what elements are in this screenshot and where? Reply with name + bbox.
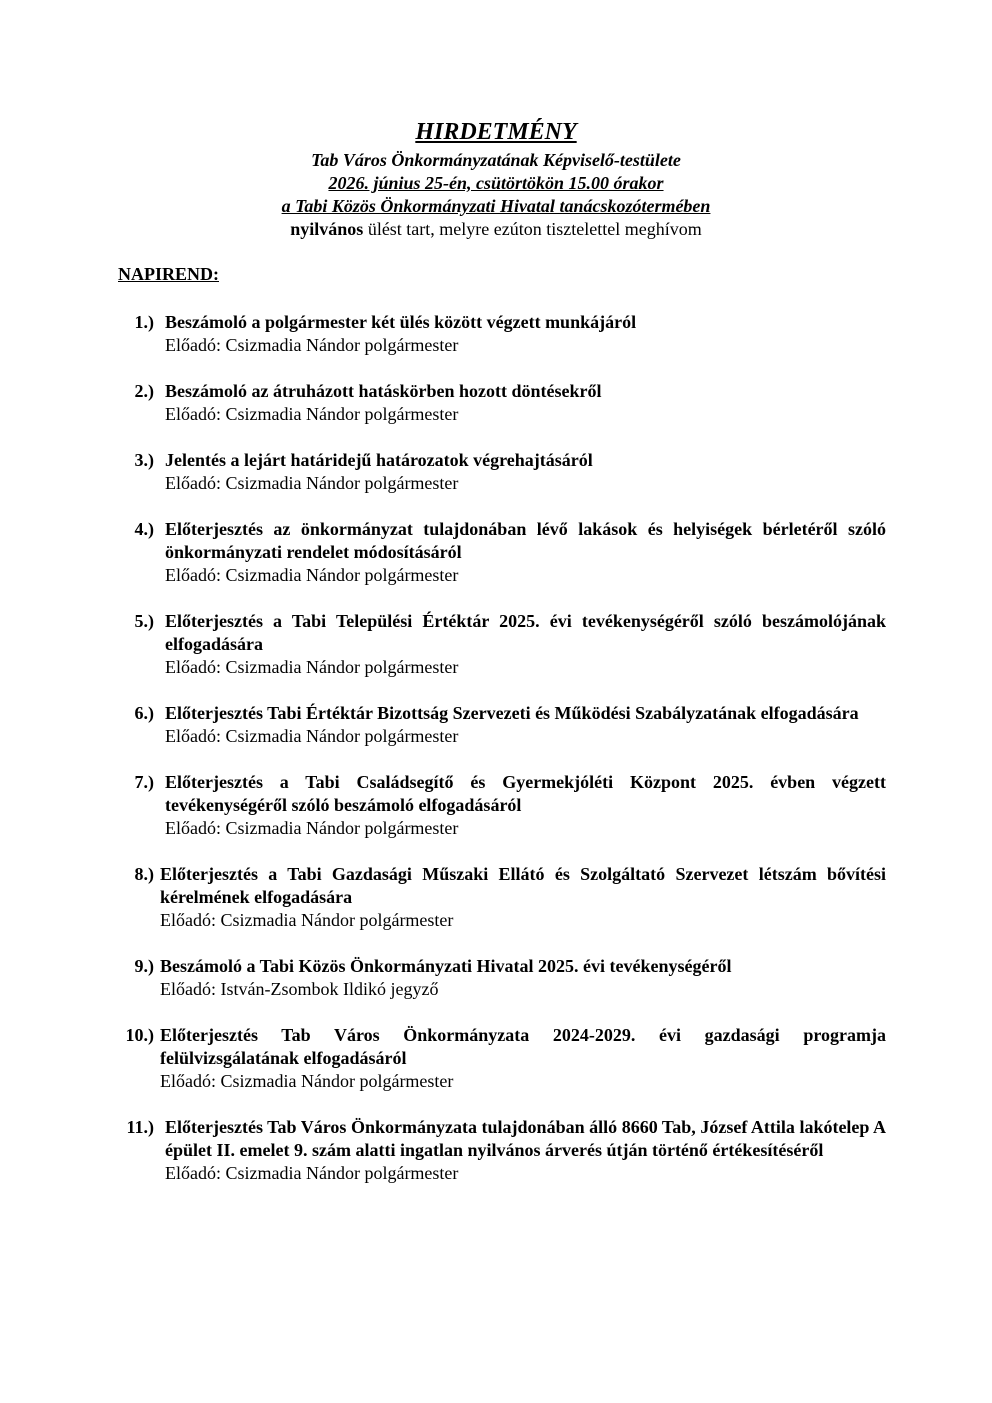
agenda-item-presenter: Előadó: Csizmadia Nándor polgármester <box>165 565 459 585</box>
agenda-item <box>0 1116 992 1185</box>
agenda-item-title: Beszámoló a polgármester két ülés között végzett munkájáról <box>165 312 637 332</box>
agenda-item <box>0 771 992 840</box>
agenda-item-number: 5.) <box>134 611 154 631</box>
agenda-item-presenter: Előadó: Csizmadia Nándor polgármester <box>165 1163 459 1183</box>
agenda-item-presenter: Előadó: Csizmadia Nándor polgármester <box>160 1071 454 1091</box>
agenda-item-title: Előterjesztés a Tabi Családsegítő és Gyermekjóléti Központ 2025. évben végzett tevékenységéről szóló beszámoló elfogadásáról <box>165 772 886 815</box>
agenda-item-title: Jelentés a lejárt határidejű határozatok végrehajtásáról <box>165 450 593 470</box>
document-title: HIRDETMÉNY <box>415 119 577 145</box>
agenda-item-presenter: Előadó: Csizmadia Nándor polgármester <box>165 726 459 746</box>
agenda-item <box>0 380 992 426</box>
agenda-item-presenter: Előadó: Csizmadia Nándor polgármester <box>165 657 459 677</box>
agenda-item-number: 8.) <box>134 864 154 884</box>
agenda-item-presenter: Előadó: Csizmadia Nándor polgármester <box>165 404 459 424</box>
agenda-item <box>0 863 992 932</box>
agenda-item-title: Előterjesztés Tab Város Önkormányzata 2024-2029. évi gazdasági programja felülvizsgálatának elfogadásáról <box>160 1025 886 1068</box>
agenda-item <box>0 955 992 1001</box>
agenda-item-title: Beszámoló az átruházott hatáskörben hozott döntésekről <box>165 381 602 401</box>
agenda-item-title: Előterjesztés Tabi Értéktár Bizottság Szervezeti és Működési Szabályzatának elfogadására <box>165 703 859 723</box>
invitation-line <box>0 218 992 241</box>
agenda-item-number: 7.) <box>134 772 154 792</box>
agenda-item-title: Beszámoló a Tabi Közös Önkormányzati Hivatal 2025. évi tevékenységéről <box>160 956 732 976</box>
meeting-venue: a Tabi Közös Önkormányzati Hivatal tanácskozótermében <box>281 196 711 216</box>
agenda-item-number: 10.) <box>125 1025 154 1045</box>
agenda-item-title: Előterjesztés a Tabi Gazdasági Műszaki Ellátó és Szolgáltató Szervezet létszám bővítési kérelmének elfogadására <box>160 864 886 907</box>
council-name: Tab Város Önkormányzatának Képviselő-testülete <box>311 150 681 170</box>
agenda-item-presenter: Előadó: István-Zsombok Ildikó jegyző <box>160 979 439 999</box>
agenda-item-presenter: Előadó: Csizmadia Nándor polgármester <box>165 335 459 355</box>
agenda-list <box>0 311 992 1208</box>
invitation-text: ülést tart, melyre ezúton tisztelettel meghívom <box>363 219 702 239</box>
agenda-item <box>0 610 992 679</box>
agenda-item <box>0 311 992 357</box>
agenda-item <box>0 449 992 495</box>
agenda-item-number: 4.) <box>134 519 154 539</box>
agenda-item-number: 2.) <box>134 381 154 401</box>
agenda-item-presenter: Előadó: Csizmadia Nándor polgármester <box>165 818 459 838</box>
agenda-item-title: Előterjesztés a Tabi Települési Értéktár 2025. évi tevékenységéről szóló beszámolójának elfogadására <box>165 611 886 654</box>
agenda-item-number: 11.) <box>126 1117 154 1137</box>
announcement-header <box>0 117 992 241</box>
agenda-item <box>0 1024 992 1093</box>
agenda-item-number: 6.) <box>134 703 154 723</box>
agenda-item-title: Előterjesztés Tab Város Önkormányzata tulajdonában álló 8660 Tab, József Attila lakótelep A épület II. emelet 9. szám alatti ingatlan nyilvános árverés útján történő értékesítéséről <box>165 1117 886 1160</box>
agenda-item-presenter: Előadó: Csizmadia Nándor polgármester <box>160 910 454 930</box>
meeting-date: 2026. június 25-én, csütörtökön 15.00 órakor <box>328 173 664 193</box>
agenda-heading: NAPIREND: <box>118 264 219 284</box>
agenda-item-number: 9.) <box>134 956 154 976</box>
agenda-item <box>0 702 992 748</box>
agenda-item-presenter: Előadó: Csizmadia Nándor polgármester <box>165 473 459 493</box>
session-type: nyilvános <box>290 219 364 239</box>
agenda-item-number: 1.) <box>134 312 154 332</box>
agenda-item <box>0 518 992 587</box>
agenda-item-number: 3.) <box>134 450 154 470</box>
agenda-item-title: Előterjesztés az önkormányzat tulajdonában lévő lakások és helyiségek bérletéről szóló önkormányzati rendelet módosításáról <box>165 519 886 562</box>
